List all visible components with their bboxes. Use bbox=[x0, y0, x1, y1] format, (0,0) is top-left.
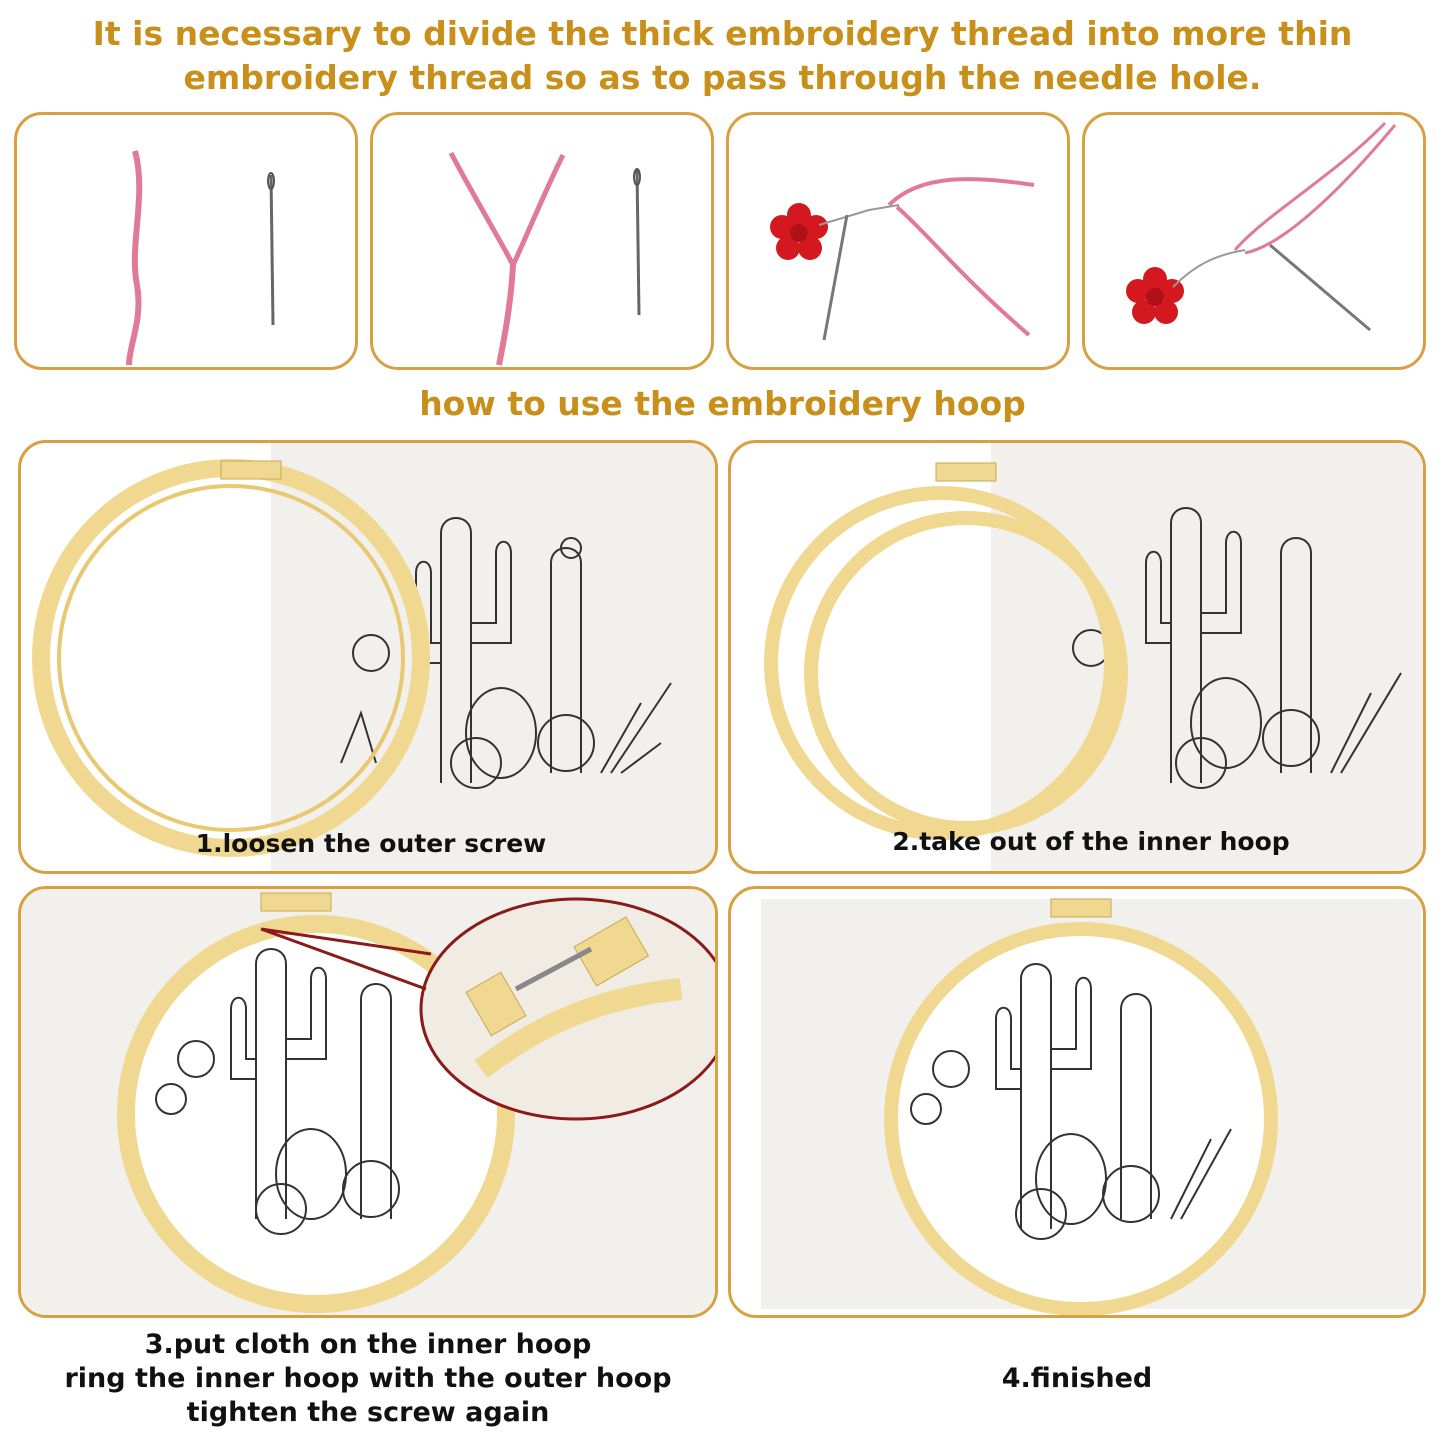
needle-icon bbox=[824, 215, 847, 340]
needle-icon bbox=[271, 175, 273, 325]
thread-icon bbox=[129, 151, 139, 365]
thread-panel-1 bbox=[14, 112, 358, 370]
step-panel-1 bbox=[18, 440, 718, 874]
flower-threader-icon bbox=[1126, 267, 1184, 324]
thread-panel-2 bbox=[370, 112, 714, 370]
flower-threader-icon bbox=[770, 203, 828, 260]
step-panel-2 bbox=[728, 440, 1426, 874]
step-panel-4 bbox=[728, 886, 1426, 1318]
step-3-caption bbox=[18, 1328, 718, 1430]
step-3-caption-line-1: 3.put cloth on the inner hoop bbox=[144, 1329, 592, 1360]
step-panel-3 bbox=[18, 886, 718, 1318]
needle-icon bbox=[637, 170, 639, 315]
step-4-caption: 4.finished bbox=[1001, 1363, 1153, 1394]
step-2-caption: 2.take out of the inner hoop bbox=[892, 827, 1290, 856]
step-3-caption-line-3: tighten the screw again bbox=[186, 1397, 550, 1428]
thread-panel-3 bbox=[726, 112, 1070, 370]
header-line-1: It is necessary to divide the thick embroidery thread into more thin bbox=[92, 14, 1353, 53]
needle-icon bbox=[1270, 245, 1370, 330]
header-line-2: embroidery thread so as to pass through the needle hole. bbox=[183, 58, 1262, 97]
thread-icon bbox=[1235, 123, 1395, 253]
section-title: how to use the embroidery hoop bbox=[419, 384, 1026, 423]
step-1-caption: 1.loosen the outer screw bbox=[195, 829, 547, 858]
step-3-caption-line-2: ring the inner hoop with the outer hoop bbox=[64, 1363, 672, 1394]
thread-icon bbox=[451, 153, 563, 265]
thread-panel-4 bbox=[1082, 112, 1426, 370]
thread-icon bbox=[889, 179, 1034, 335]
